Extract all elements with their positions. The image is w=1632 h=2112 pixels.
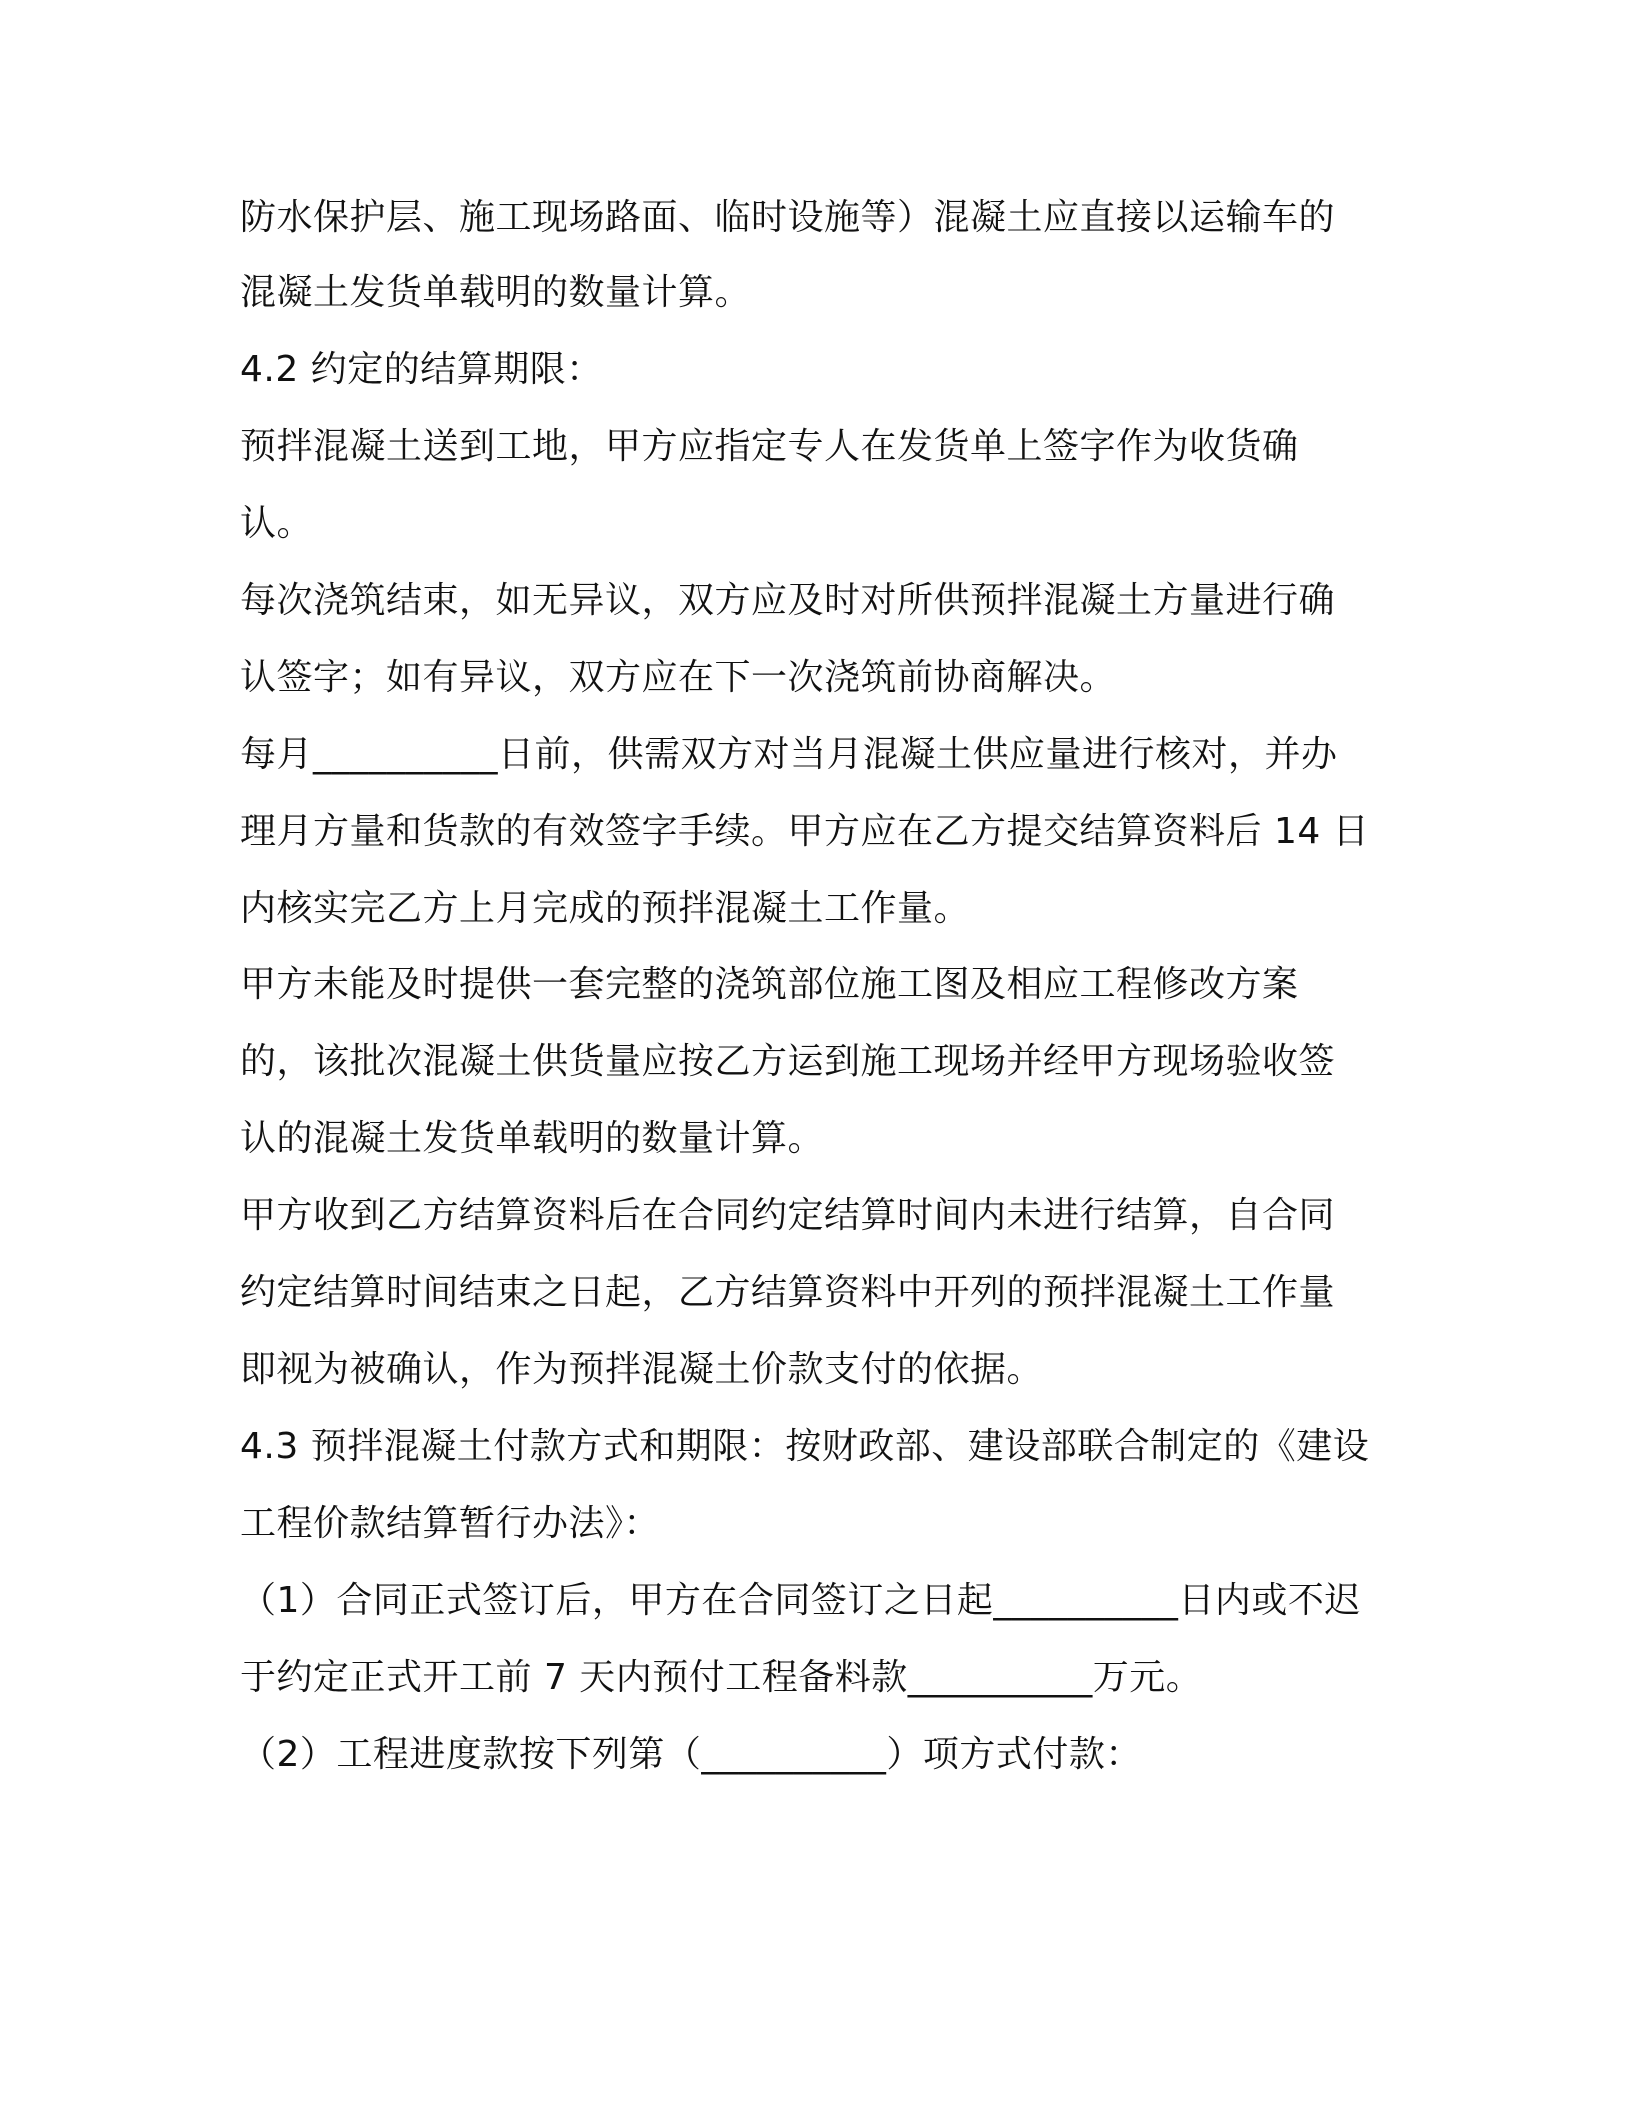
- text-line: 于约定正式开工前 7 天内预付工程备料款__________万元。: [240, 1657, 1203, 1698]
- text-line: 理月方量和货款的有效签字手续。甲方应在乙方提交结算资料后 14 日: [240, 811, 1370, 852]
- text-line: （2）工程进度款按下列第（__________）项方式付款：: [240, 1734, 1142, 1775]
- section-heading-4-2: 4.2 约定的结算期限：: [240, 349, 603, 390]
- text-line: 甲方未能及时提供一套完整的浇筑部位施工图及相应工程修改方案: [240, 964, 1299, 1005]
- text-line: 的，该批次混凝土供货量应按乙方运到施工现场并经甲方现场验收签: [240, 1041, 1336, 1082]
- text-line: 工程价款结算暂行办法》：: [240, 1503, 661, 1544]
- text-line: 认。: [240, 503, 314, 544]
- text-line: 每月__________日前，供需双方对当月混凝土供应量进行核对，并办: [240, 734, 1338, 775]
- text-line: 约定结算时间结束之日起，乙方结算资料中开列的预拌混凝土工作量: [240, 1272, 1336, 1313]
- text-line: 预拌混凝土送到工地，甲方应指定专人在发货单上签字作为收货确: [240, 426, 1299, 467]
- text-line: 甲方收到乙方结算资料后在合同约定结算时间内未进行结算，自合同: [240, 1195, 1336, 1236]
- text-line: 每次浇筑结束，如无异议，双方应及时对所供预拌混凝土方量进行确: [240, 580, 1336, 621]
- text-line: 防水保护层、施工现场路面、临时设施等）混凝土应直接以运输车的: [240, 197, 1336, 238]
- section-heading-4-3: 4.3 预拌混凝土付款方式和期限：按财政部、建设部联合制定的《建设: [240, 1426, 1370, 1467]
- text-line: 内核实完乙方上月完成的预拌混凝土工作量。: [240, 888, 971, 929]
- text-line: 混凝土发货单载明的数量计算。: [240, 272, 752, 313]
- text-line: （1）合同正式签订后，甲方在合同签订之日起__________日内或不迟: [240, 1580, 1361, 1621]
- text-line: 即视为被确认，作为预拌混凝土价款支付的依据。: [240, 1349, 1044, 1390]
- text-line: 认的混凝土发货单载明的数量计算。: [240, 1118, 825, 1159]
- text-line: 认签字；如有异议，双方应在下一次浇筑前协商解决。: [240, 657, 1117, 698]
